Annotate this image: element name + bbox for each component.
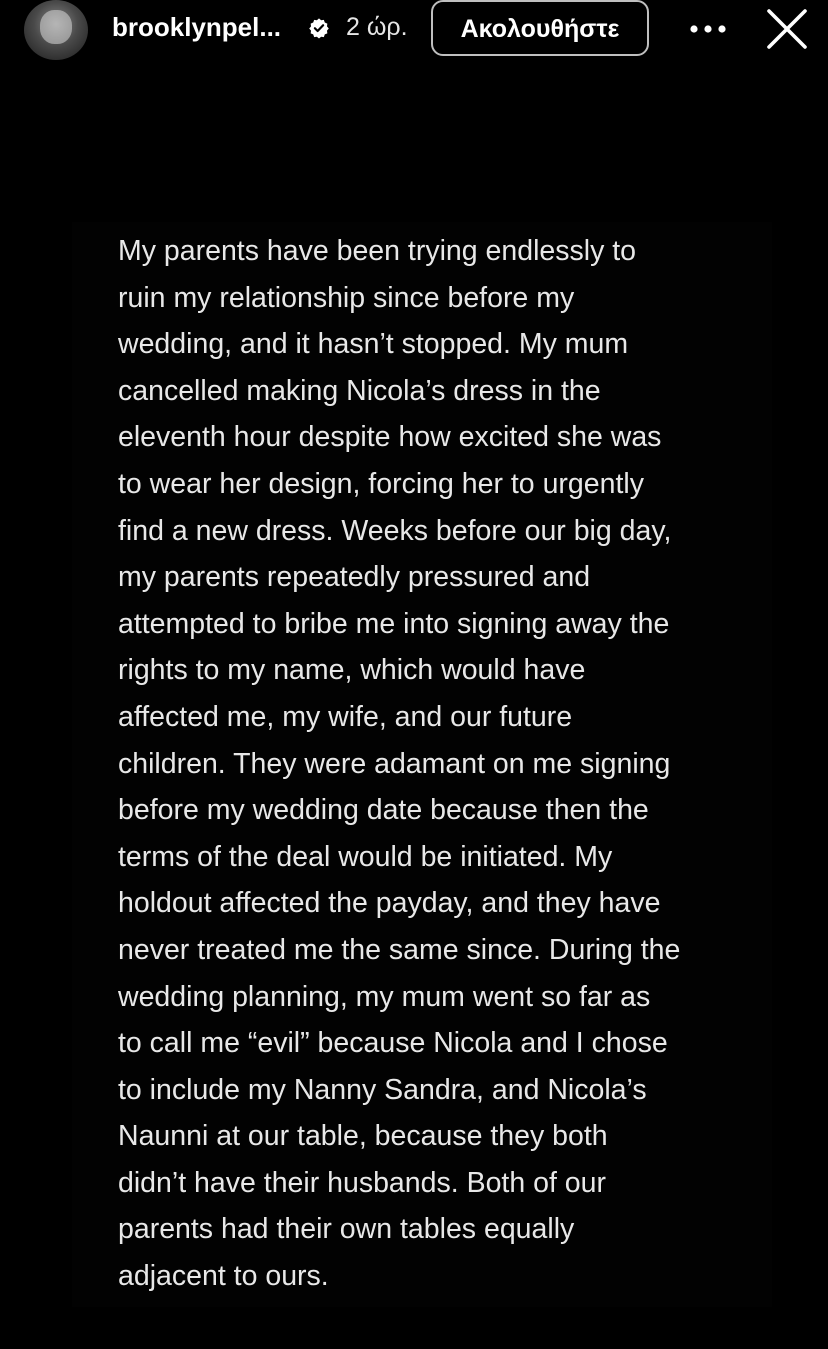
- text-line: parents had their own tables equally: [118, 1213, 575, 1246]
- avatar[interactable]: [24, 0, 88, 60]
- text-line: holdout affected the payday, and they have: [118, 887, 661, 920]
- text-line: before my wedding date because then the: [118, 794, 649, 827]
- text-line: my parents repeatedly pressured and: [118, 561, 591, 594]
- text-line: didn’t have their husbands. Both of our: [118, 1166, 606, 1199]
- text-line: find a new dress. Weeks before our big day,: [118, 514, 672, 547]
- text-line: ruin my relationship since before my: [118, 281, 575, 314]
- text-line: cancelled making Nicola’s dress in the: [118, 374, 601, 407]
- text-line: never treated me the same since. During the: [118, 933, 681, 966]
- text-line: to call me “evil” because Nicola and I chose: [118, 1027, 668, 1060]
- text-line: attempted to bribe me into signing away the: [118, 607, 670, 640]
- avatar-image: [40, 10, 72, 44]
- text-line: eleventh hour despite how excited she was: [118, 421, 662, 454]
- close-icon[interactable]: [764, 6, 810, 52]
- text-line: wedding planning, my mum went so far as: [118, 980, 651, 1013]
- text-line: Naunni at our table, because they both: [118, 1120, 608, 1153]
- more-options-icon[interactable]: [686, 12, 730, 46]
- verified-badge-icon: [308, 17, 330, 39]
- text-line: affected me, my wife, and our future: [118, 700, 573, 733]
- username[interactable]: brooklynpel...: [112, 12, 282, 42]
- text-line: My parents have been trying endlessly to: [118, 235, 637, 267]
- text-line: terms of the deal would be initiated. My: [118, 840, 613, 873]
- text-line: to include my Nanny Sandra, and Nicola’s: [118, 1073, 647, 1106]
- text-line: to wear her design, forcing her to urgently: [118, 467, 644, 500]
- text-line: children. They were adamant on me signing: [118, 747, 671, 780]
- follow-button[interactable]: Ακολουθήστε: [431, 0, 649, 56]
- text-line: wedding, and it hasn’t stopped. My mum: [118, 328, 629, 361]
- text-line: adjacent to ours.: [118, 1260, 329, 1293]
- story-header: [0, 0, 828, 60]
- post-time: 2 ώρ.: [346, 13, 408, 41]
- text-line: rights to my name, which would have: [118, 654, 586, 687]
- story-statement-text: [118, 228, 738, 1300]
